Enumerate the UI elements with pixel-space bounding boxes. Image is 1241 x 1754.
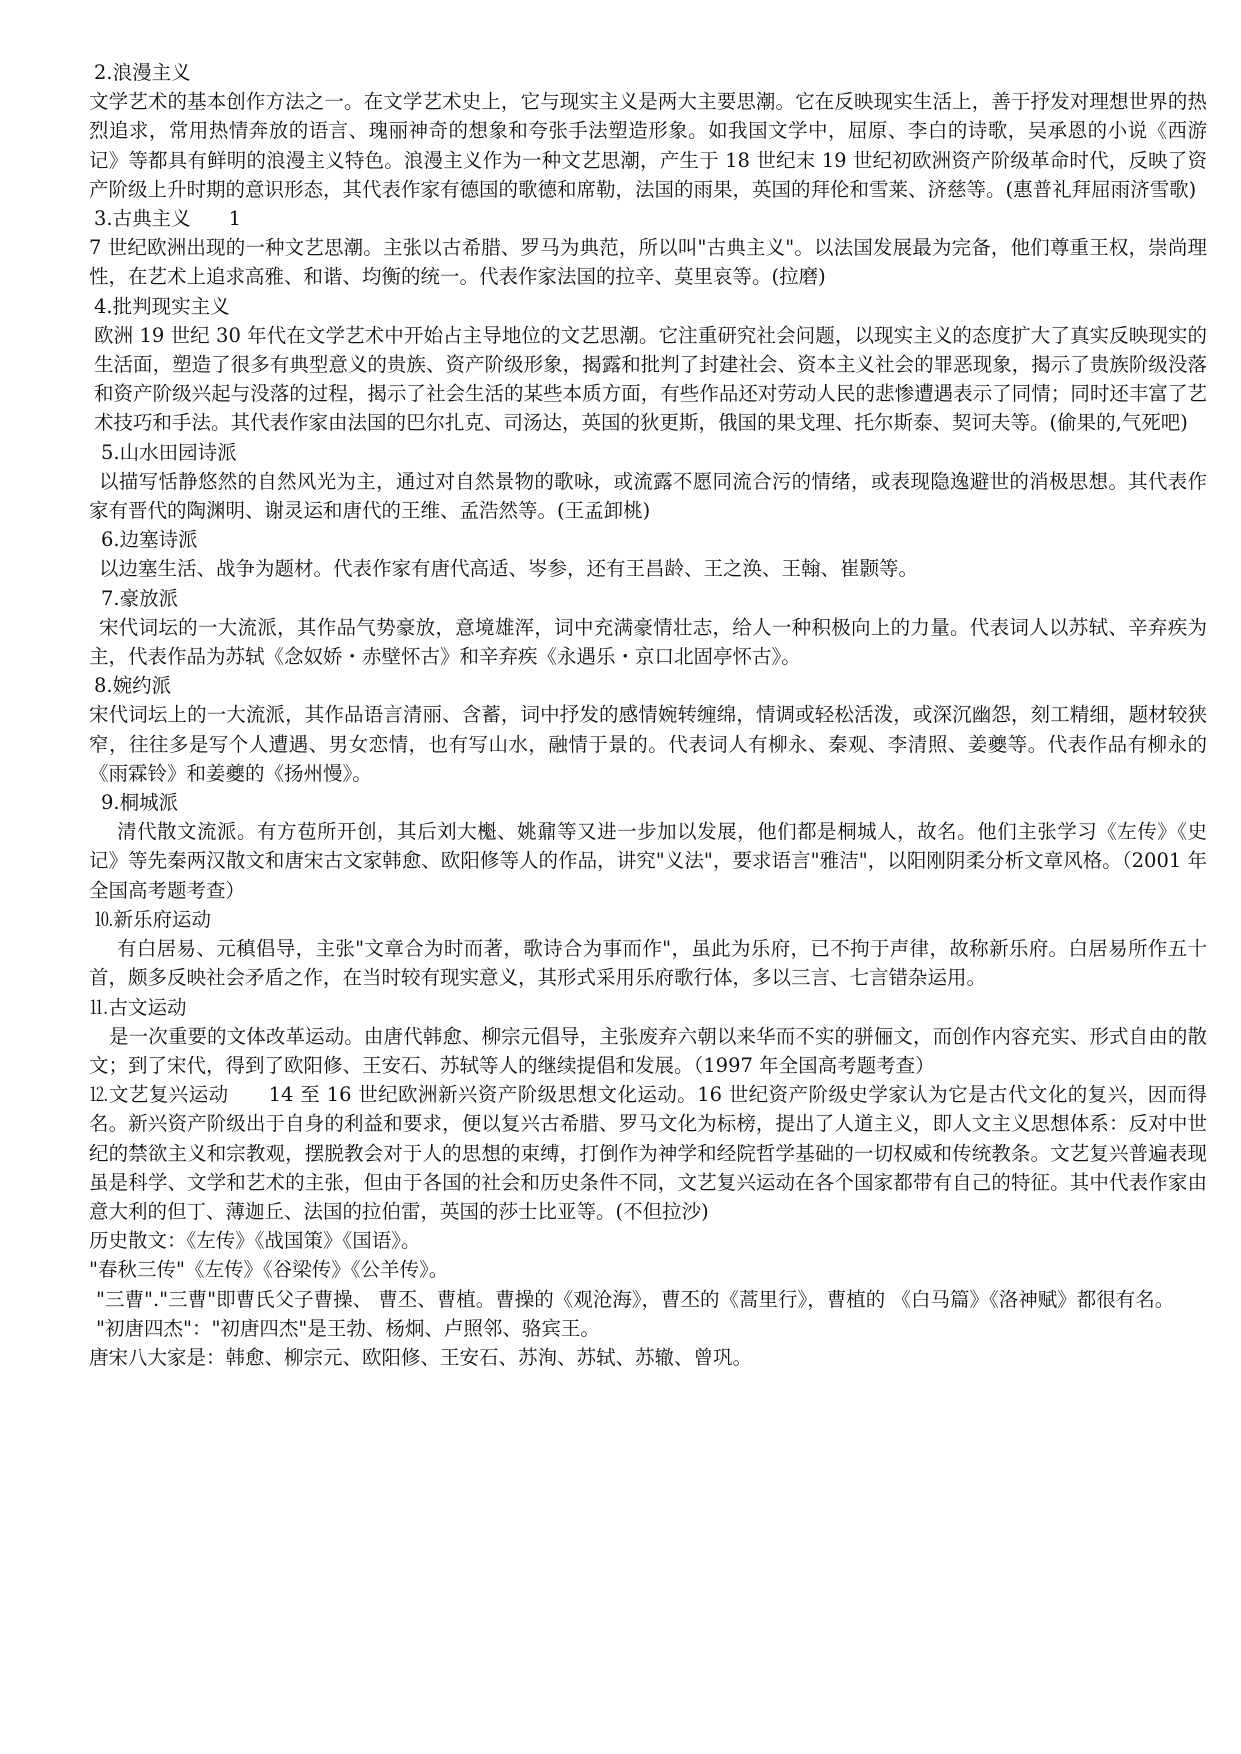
entry-heading-text: 3.古典主义 <box>94 207 191 231</box>
entry-heading: 9.桐城派 <box>101 791 179 815</box>
entry-body-text: 14 至 16 世纪欧洲新兴资产阶级思想文化运动。16 世纪资产阶级史学家认为它是古代文化的复兴，因而得名。新兴资产阶级出于自身的利益和要求，便以复兴古希腊、罗马文化为标榜，提出了人道主义，即人文主义思想体系：反对中世纪的禁欲主义和宗教观，摆脱教会对于人的思想的束缚，打倒作为神学和经院哲学基础的一切权威和传统教条。文艺复兴普遍表现虽是科学、文学和艺术的主张，但由于各国的社会和历史条件不同，文艺复兴运动在各个国家都带有自己的特征。其中代表作家由意大利的但丁、薄迦丘、法国的拉伯雷，英国的莎士比亚等。(不但拉沙) <box>89 1083 1207 1223</box>
entry-heading: 7.豪放派 <box>101 586 179 610</box>
entry-classical-prose-movement <box>89 993 1207 1081</box>
entry-heading: 5.山水田园诗派 <box>101 440 237 464</box>
document-page <box>89 58 1207 1372</box>
entry-renaissance <box>89 1080 1207 1226</box>
entry-new-yuefu-movement <box>89 905 1207 993</box>
entry-tongcheng-school <box>89 788 1207 905</box>
entry-body: 7 世纪欧洲出现的一种文艺思潮。主张以古希腊、罗马为典范，所以叫"古典主义"。以法国发展最为完备，他们尊重王权，崇尚理性，在艺术上追求高雅、和谐、均衡的统一。代表作家法国的拉辛、莫里哀等。(拉磨) <box>89 236 1207 289</box>
note-line: 唐宋八大家是：韩愈、柳宗元、欧阳修、王安石、苏洵、苏轼、苏辙、曾巩。 <box>89 1345 753 1369</box>
entry-body: 以边塞生活、战争为题材。代表作家有唐代高适、岑参，还有王昌龄、王之涣、王翰、崔颢等。 <box>99 557 919 581</box>
entry-heading-extra: 1 <box>228 207 242 231</box>
entry-heading: 2.浪漫主义 <box>94 61 191 84</box>
entry-heading: 4.批判现实主义 <box>94 294 230 318</box>
entry-romanticism <box>89 58 1207 204</box>
entry-critical-realism <box>89 292 1207 438</box>
entry-body-with-heading <box>89 1080 1207 1226</box>
entry-heading <box>89 204 1207 233</box>
entry-body: 欧洲 19 世纪 30 年代在文学艺术中开始占主导地位的文艺思潮。它注重研究社会问题，以现实主义的态度扩大了真实反映现实的生活面，塑造了很多有典型意义的贵族、资产阶级形象，揭露和批判了封建社会、资本主义社会的罪恶现象，揭示了贵族阶级没落和资产阶级兴起与没落的过程，揭示了社会生活的某些本质方面，有些作品还对劳动人民的悲惨遭遇表示了同情；同时还丰富了艺术技巧和手法。其代表作家由法国的巴尔扎克、司汤达，英国的狄更斯，俄国的果戈理、托尔斯泰、契诃夫等。(偷果的,气死吧) <box>94 323 1207 435</box>
entry-haofang-school <box>89 584 1207 672</box>
note-line: "初唐四杰"："初唐四杰"是王勃、杨炯、卢照邻、骆宾王。 <box>96 1316 600 1340</box>
entry-body: 宋代词坛的一大流派，其作品气势豪放，意境雄浑，词中充满豪情壮志，给人一种积极向上的力量。代表词人以苏轼、辛弃疾为主，代表作品为苏轼《念奴娇・赤壁怀古》和辛弃疾《永遇乐・京口北固亭怀古》。 <box>89 615 1207 669</box>
note-line: "春秋三传"《左传》《谷梁传》《公羊传》。 <box>89 1258 449 1282</box>
entry-heading: 6.边塞诗派 <box>101 528 198 552</box>
entry-heading: ⒑新乐府运动 <box>94 907 212 931</box>
entry-body: 宋代词坛上的一大流派，其作品语言清丽、含蓄，词中抒发的感情婉转缠绵，情调或轻松活泼，或深沉幽怨，刻工精细，题材较狭窄，往往多是写个人遭遇、男女恋情，也有写山水，融情于景的。代表词人有柳永、秦观、李清照、姜夔等。代表作品有柳永的《雨霖铃》和姜夔的《扬州慢》。 <box>89 703 1207 785</box>
entry-heading: 8.婉约派 <box>94 674 172 698</box>
entry-classicism <box>89 204 1207 292</box>
note-line: "三曹"."三曹"即曹氏父子曹操、 曹丕、曹植。曹操的《观沧海》，曹丕的《蒿里行》，曹植的 《白马篇》《洛神赋》都很有名。 <box>96 1287 1175 1311</box>
entry-frontier-poetry <box>89 525 1207 583</box>
entry-body: 文学艺术的基本创作方法之一。在文学艺术史上，它与现实主义是两大主要思潮。它在反映现实生活上，善于抒发对理想世界的热烈追求，常用热情奔放的语言、瑰丽神奇的想象和夸张手法塑造形象。如我国文学中，屈原、李白的诗歌，吴承恩的小说《西游记》等都具有鲜明的浪漫主义特色。浪漫主义作为一种文艺思潮，产生于 18 世纪末 19 世纪初欧洲资产阶级革命时代，反映了资产阶级上升时期的意识形态，其代表作家有德国的歌德和席勒，法国的雨果，英国的拜伦和雪莱、济慈等。(惠普礼拜屈雨济雪歌) <box>89 90 1207 201</box>
entry-landscape-poetry <box>89 438 1207 526</box>
entry-body: 以描写恬静悠然的自然风光为主，通过对自然景物的歌咏，或流露不愿同流合污的情绪，或表现隐逸避世的消极思想。其代表作家有晋代的陶渊明、谢灵运和唐代的王维、孟浩然等。(王孟卸桃) <box>89 469 1207 523</box>
entry-heading: ⒒古文运动 <box>89 995 187 1019</box>
entry-heading: ⒓文艺复兴运动 <box>89 1083 229 1107</box>
entry-body: 清代散文流派。有方苞所开创，其后刘大櫆、姚鼐等又进一步加以发展，他们都是桐城人，故名。他们主张学习《左传》《史记》等先秦两汉散文和唐宋古文家韩愈、欧阳修等人的作品，讲究"义法"，要求语言"雅洁"，以阳刚阴柔分析文章风格。（2001 年全国高考题考查） <box>89 820 1207 902</box>
entry-body: 有白居易、元稹倡导，主张"文章合为时而著，歌诗合为事而作"，虽此为乐府，已不拘于声律，故称新乐府。白居易所作五十首，颇多反映社会矛盾之作，在当时较有现实意义，其形式采用乐府歌行体，多以三言、七言错杂运用。 <box>89 937 1207 990</box>
notes-list <box>89 1226 1207 1372</box>
entry-body: 是一次重要的文体改革运动。由唐代韩愈、柳宗元倡导，主张废弃六朝以来华而不实的骈俪文，而创作内容充实、形式自由的散文；到了宋代，得到了欧阳修、王安石、苏轼等人的继续提倡和发展。（1997 年全国高考题考查） <box>89 1024 1207 1077</box>
entry-wanyue-school <box>89 671 1207 788</box>
note-line: 历史散文：《左传》《战国策》《国语》。 <box>89 1229 421 1253</box>
